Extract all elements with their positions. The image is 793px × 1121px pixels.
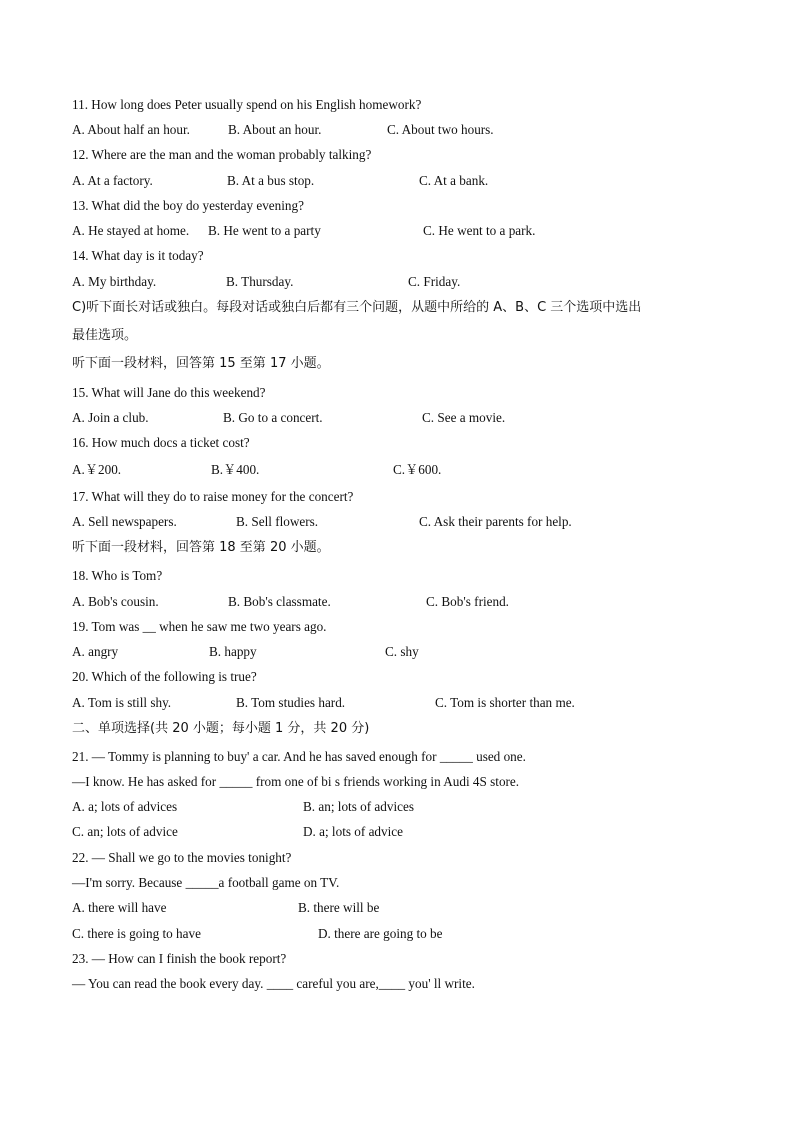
question-13-stem: 13. What did the boy do yesterday evening? bbox=[72, 198, 304, 213]
question-22-option-b: B. there will be bbox=[298, 900, 380, 915]
question-16-option-c: C.￥600. bbox=[393, 462, 442, 477]
question-15-stem: 15. What will Jane do this weekend? bbox=[72, 385, 266, 400]
question-11-stem: 11. How long does Peter usually spend on his English homework? bbox=[72, 97, 422, 112]
question-12-option-c: C. At a bank. bbox=[419, 173, 489, 188]
question-17-stem: 17. What will they do to raise money for the concert? bbox=[72, 489, 354, 504]
question-21-stem-line-2: —I know. He has asked for _____ from one of bi s friends working in Audi 4S store. bbox=[72, 774, 520, 789]
question-21-option-b: B. an; lots of advices bbox=[303, 799, 414, 814]
question-18-option-a: A. Bob's cousin. bbox=[72, 594, 159, 609]
question-16-stem: 16. How much docs a ticket cost? bbox=[72, 435, 250, 450]
question-21-option-a: A. a; lots of advices bbox=[72, 799, 178, 814]
question-21-option-d: D. a; lots of advice bbox=[303, 824, 403, 839]
question-18-option-c: C. Bob's friend. bbox=[426, 594, 509, 609]
question-12-option-b: B. At a bus stop. bbox=[227, 173, 315, 188]
question-12-stem: 12. Where are the man and the woman probably talking? bbox=[72, 147, 372, 162]
question-21-option-c: C. an; lots of advice bbox=[72, 824, 178, 839]
question-14-stem: 14. What day is it today? bbox=[72, 248, 204, 263]
question-12-option-a: A. At a factory. bbox=[72, 173, 153, 188]
question-11-option-c: C. About two hours. bbox=[387, 122, 494, 137]
question-11-option-b: B. About an hour. bbox=[228, 122, 322, 137]
question-11-option-a: A. About half an hour. bbox=[72, 122, 190, 137]
question-13-option-b: B. He went to a party bbox=[208, 223, 321, 238]
section-c-instruction-line-1: C)听下面长对话或独白。每段对话或独白后都有三个问题，从题中所给的 A、B、C 三个选项中选出 bbox=[72, 300, 642, 315]
question-19-option-a: A. angry bbox=[72, 644, 119, 659]
question-14-option-c: C. Friday. bbox=[408, 274, 461, 289]
question-19-stem: 19. Tom was __ when he saw me two years ago. bbox=[72, 619, 327, 634]
question-20-option-a: A. Tom is still shy. bbox=[72, 695, 172, 710]
question-22-option-a: A. there will have bbox=[72, 900, 167, 915]
question-13-option-c: C. He went to a park. bbox=[423, 223, 536, 238]
question-22-option-d: D. there are going to be bbox=[318, 926, 443, 941]
question-16-option-a: A.￥200. bbox=[72, 462, 122, 477]
question-21-stem-line-1: 21. — Tommy is planning to buy' a car. And he has saved enough for _____ used one. bbox=[72, 749, 526, 764]
question-14-option-b: B. Thursday. bbox=[226, 274, 294, 289]
question-15-option-c: C. See a movie. bbox=[422, 410, 506, 425]
question-14-option-a: A. My birthday. bbox=[72, 274, 157, 289]
question-23-stem-line-2: — You can read the book every day. ____ careful you are,____ you' ll write. bbox=[72, 976, 475, 991]
question-18-stem: 18. Who is Tom? bbox=[72, 568, 163, 583]
question-16-option-b: B.￥400. bbox=[211, 462, 260, 477]
question-17-option-a: A. Sell newspapers. bbox=[72, 514, 177, 529]
question-20-option-c: C. Tom is shorter than me. bbox=[435, 695, 575, 710]
section-c-instruction-line-2: 最佳选项。 bbox=[72, 328, 138, 343]
question-18-option-b: B. Bob's classmate. bbox=[228, 594, 331, 609]
part-2-heading: 二、单项选择(共 20 小题；每小题 1 分，共 20 分) bbox=[72, 721, 370, 736]
question-19-option-c: C. shy bbox=[385, 644, 419, 659]
question-22-option-c: C. there is going to have bbox=[72, 926, 201, 941]
question-15-option-a: A. Join a club. bbox=[72, 410, 149, 425]
material-1-heading: 听下面一段材料，回答第 15 至第 17 小题。 bbox=[72, 356, 330, 371]
question-22-stem-line-1: 22. — Shall we go to the movies tonight? bbox=[72, 850, 292, 865]
question-23-stem-line-1: 23. — How can I finish the book report? bbox=[72, 951, 287, 966]
question-17-option-c: C. Ask their parents for help. bbox=[419, 514, 572, 529]
question-17-option-b: B. Sell flowers. bbox=[236, 514, 319, 529]
question-15-option-b: B. Go to a concert. bbox=[223, 410, 323, 425]
question-22-stem-line-2: —I'm sorry. Because _____a football game on TV. bbox=[72, 875, 340, 890]
material-2-heading: 听下面一段材料，回答第 18 至第 20 小题。 bbox=[72, 540, 330, 555]
question-20-option-b: B. Tom studies hard. bbox=[236, 695, 346, 710]
question-20-stem: 20. Which of the following is true? bbox=[72, 669, 257, 684]
question-13-option-a: A. He stayed at home. bbox=[72, 223, 190, 238]
question-19-option-b: B. happy bbox=[209, 644, 257, 659]
